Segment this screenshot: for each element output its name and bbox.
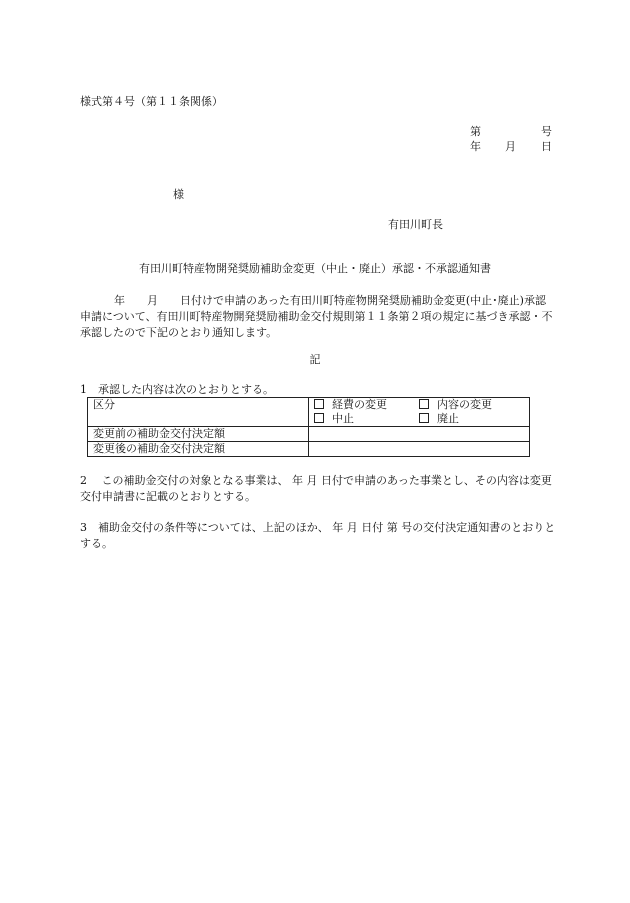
- option-expense-change[interactable]: [314, 398, 419, 412]
- checkbox-icon[interactable]: [314, 399, 324, 409]
- option-label: 経費の変更: [332, 398, 387, 411]
- before-amount-label: 変更前の補助金交付決定額: [88, 427, 309, 442]
- category-header-cell: 区分: [88, 398, 309, 427]
- form-number-label: 様式第４号（第１１条関係）: [80, 95, 223, 108]
- body-paragraph: [80, 293, 555, 341]
- document-title: 有田川町特産物開発奨励補助金変更（中止・廃止）承認・不承認通知書: [139, 262, 491, 275]
- document-number-prefix: 第: [470, 125, 481, 138]
- checkbox-icon[interactable]: [419, 399, 429, 409]
- body-text: 日付けで申請のあった有田川町特産物開発奨励補助金変更(中止･廃止)承認申請について、有田川町特産物開発奨励補助金交付規則第１１条第２項の規定に基づき承認・不承認したので下記のとおり通知します。: [80, 294, 553, 339]
- issuer-name: 有田川町長: [388, 218, 443, 231]
- option-content-change[interactable]: [419, 398, 519, 412]
- date-month-label: 月: [505, 140, 516, 153]
- option-label: 内容の変更: [437, 398, 492, 411]
- body-year: 年: [114, 294, 125, 307]
- date-day-label: 日: [541, 140, 552, 153]
- table-row: [88, 427, 530, 442]
- date-year-label: 年: [470, 140, 481, 153]
- category-options-cell: [309, 398, 530, 427]
- before-amount-value[interactable]: [309, 427, 530, 442]
- approval-table: [87, 397, 530, 457]
- item-3: 3 補助金交付の条件等については、上記のほか、 年 月 日付 第 号の交付決定通知書のとおりとする。: [80, 521, 556, 550]
- body-month: 月: [147, 294, 158, 307]
- option-label: 廃止: [437, 412, 459, 425]
- item-1: 1 承認した内容は次のとおりとする。: [80, 383, 274, 396]
- option-abolition[interactable]: [419, 412, 519, 426]
- checkbox-icon[interactable]: [314, 413, 324, 423]
- table-row: [88, 398, 530, 427]
- item-2: 2 この補助金交付の対象となる事業は、 年 月 日付で申請のあった事業とし、その内容は変更交付申請書に記載のとおりとする。: [80, 474, 552, 503]
- after-amount-value[interactable]: [309, 442, 530, 457]
- ki-heading: 記: [309, 353, 321, 366]
- option-label: 中止: [332, 412, 354, 425]
- addressee-salutation: 様: [173, 188, 184, 201]
- option-suspension[interactable]: [314, 412, 419, 426]
- table-row: [88, 442, 530, 457]
- document-number-suffix: 号: [541, 125, 552, 138]
- checkbox-icon[interactable]: [419, 413, 429, 423]
- after-amount-label: 変更後の補助金交付決定額: [88, 442, 309, 457]
